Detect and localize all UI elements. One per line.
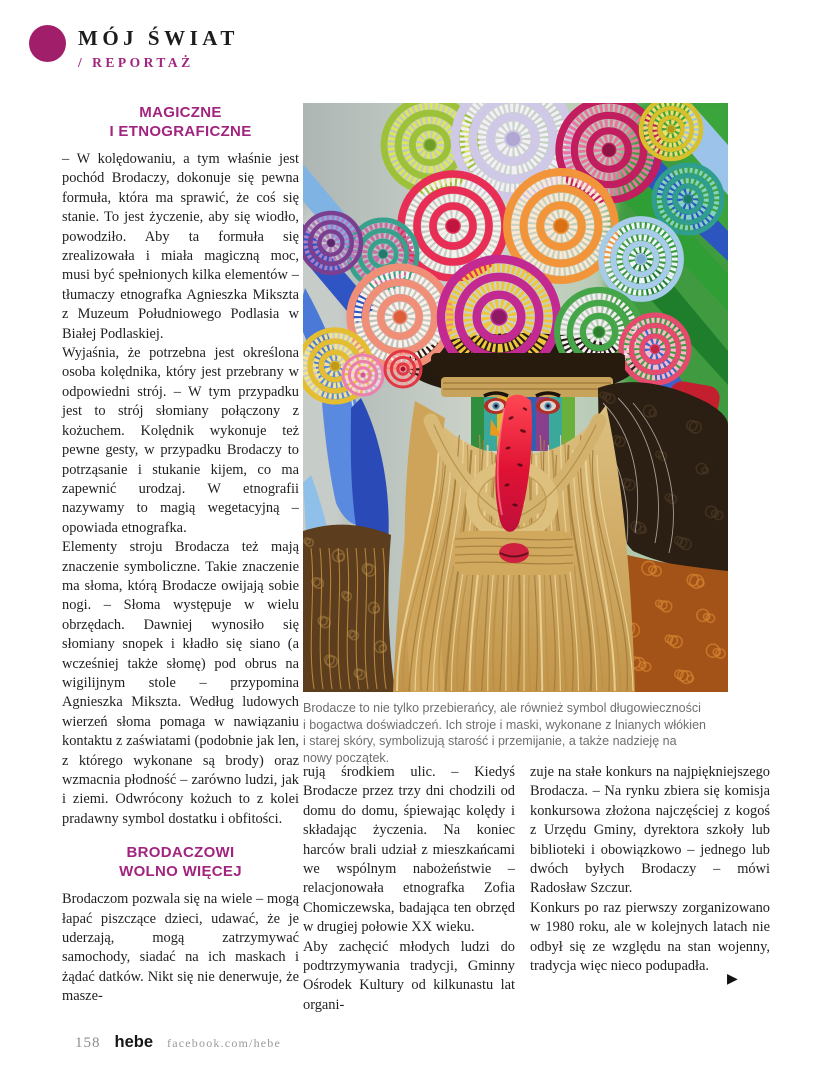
- page-number: 158: [75, 1035, 101, 1051]
- section-title: MÓJ ŚWIAT: [78, 26, 239, 50]
- paragraph: Brodaczom pozwala się na wiele – mogą łapać piszczące dzieci, udawać, że je uderzają, mogą zatrzymywać samochody, siadać na ich maskach i żądać datków. Nikt się nie denerwuje, że masze-: [62, 891, 299, 1005]
- article-photo: [303, 103, 728, 692]
- heading2-line2: WOLNO WIĘCEJ: [119, 863, 242, 881]
- left-fur: [303, 525, 395, 692]
- continuation-arrow-icon: ▶: [727, 971, 738, 987]
- brand-dot-icon: [29, 25, 66, 62]
- heading2-line1: BRODACZOWI: [126, 844, 235, 862]
- heading1-line1: MAGICZNE: [139, 104, 222, 121]
- article-heading-1: [62, 103, 299, 141]
- article-column-right: [530, 763, 770, 976]
- article-column-left: [62, 103, 299, 1007]
- photo-caption: Brodacze to nie tylko przebierańcy, ale również symbol długowieczności i bogactwa doświadczeń. Ich stroje i maski, wykonane z lnianych włókien i starej skóry, symbolizują starość i przemijanie, a także nadzieję na nowy początek.: [303, 701, 706, 765]
- paragraph: Wyjaśnia, że potrzebna jest określona osoba kolędnika, który jest przebrany w odpowiedni strój. – W tym przypadku jest to strój słomiany połączony z kożuchem. Kolędnik wykonuje też pewne gesty, w przypadku Brodaczy to potrząsanie i stukanie kijem, co ma zapewnić urodzaj. W etnografii nazywamy to magią wegetacyjną – opowiada etnografka.: [62, 345, 299, 536]
- category-label: / REPORTAŻ: [78, 55, 194, 70]
- paragraph: – W kolędowaniu, a tym właśnie jest pochód Brodaczy, dokonuje się pewna formuła, która ma sprawić, że coś się stanie. To jest życzenie, aby się wiodło, powodziło. Aby ta formuła się zrealizowała i miała magiczną moc, musi być spełnionych kilka elementów – tłumaczy etnografka Agnieszka Mikszta z Muzeum Południowego Podlasia w Białej Podlaskiej.: [62, 151, 299, 342]
- heading1-line2: I ETNOGRAFICZNE: [109, 123, 252, 140]
- facebook-url: facebook.com/hebe: [167, 1036, 282, 1050]
- article-heading-2: [62, 843, 299, 881]
- paragraph: Aby zachęcić młodych ludzi do podtrzymywania tradycji, Gminny Ośrodek Kultury od kilkunastu lat organi-: [303, 938, 515, 1013]
- mouth: [499, 543, 529, 563]
- paragraph: zuje na stałe konkurs na najpiękniejszego Brodacza. – Na rynku zbiera się komisja konkursowa złożona najczęściej z kogoś z Urzędu Gminy, dyrektora szkoły lub biblioteki i obowiązkowo – jednego lub dwóch byłych Brodaczy – mówi Radosław Szczur.: [530, 764, 770, 897]
- brodacz-mask-photo: [303, 103, 728, 692]
- article-column-middle: [303, 763, 515, 1015]
- paragraph: Elementy stroju Brodacza też mają znaczenie symboliczne. Takie znaczenie ma słoma, którą Brodacze owijają sobie nogi. – Słoma występuje w wielu obrzędach. Dawniej wynosiło się słomiany snopek i kładło się siano (a wcześniej także słomę) pod obrus na wigilijnym stole – przypomina Agnieszka Mikszta. Według ludowych wierzeń słoma pomaga w nawiązaniu kontaktu z zaświatami (podobnie jak len, z którego wykonane są brody) oraz wzmacnia płodność – zarówno ludzi, jak i ziemi. Odwrócony kożuch to z kolei pradawny symbol dostatku i obfitości.: [62, 539, 299, 827]
- paragraph: Konkurs po raz pierwszy zorganizowano w 1980 roku, ale w kolejnych latach nie odbył się ze względu na stan wojenny, tradycja więc nieco podupadła.: [530, 899, 770, 975]
- magazine-logo: hebe: [114, 1033, 154, 1051]
- paragraph: rują środkiem ulic. – Kiedyś Brodacze przez trzy dni chodzili od domu do domu, śpiewając kolędy i składając życzenia. Na koniec harców brali udział z mieszkańcami we wspólnym nabożeństwie – relacjonowała etnografka Zofia Chomiczewska, badająca ten obrzęd w drugiej połowie XX wieku.: [303, 764, 515, 936]
- page-footer: [75, 1033, 281, 1052]
